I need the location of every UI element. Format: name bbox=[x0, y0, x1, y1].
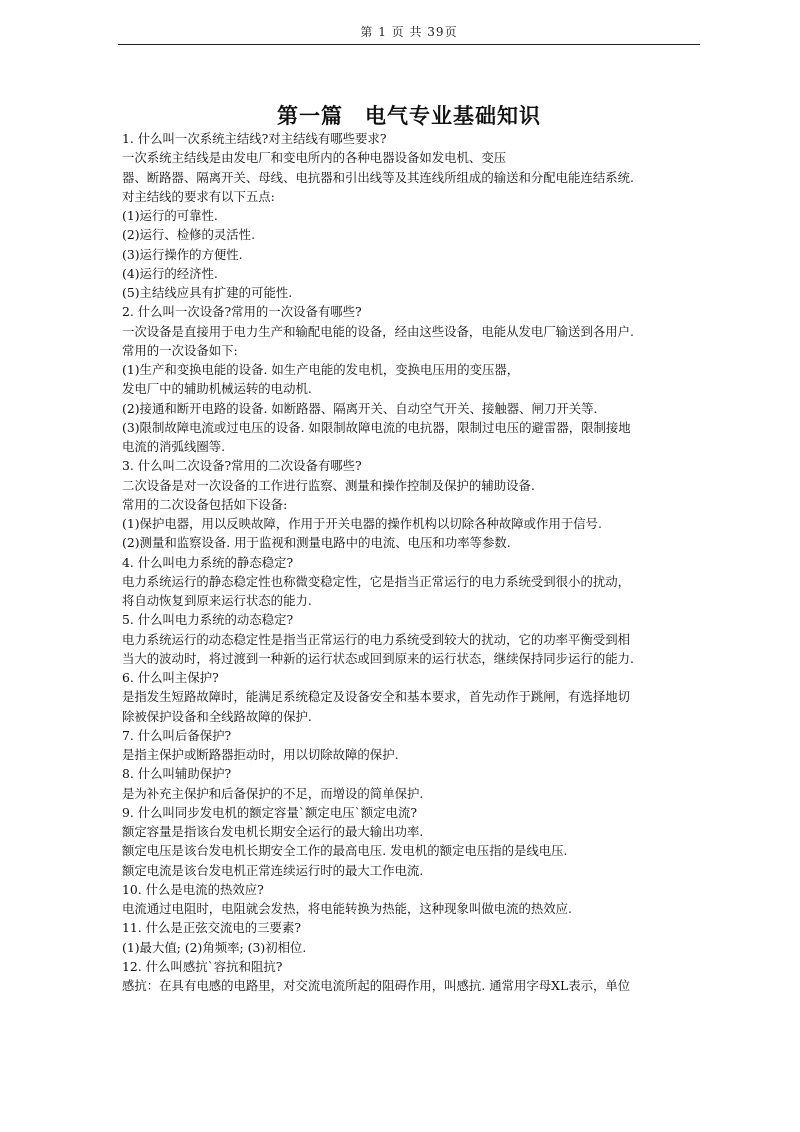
text-line: 11. 什么是正弦交流电的三要素? bbox=[122, 920, 301, 936]
text-line: 额定容量是指该台发电机长期安全运行的最大输出功率. bbox=[122, 824, 424, 839]
text-line: 感抗：在具有电感的电路里，对交流电流所起的阻碍作用，叫感抗. 通常用字母XL表示，单位 bbox=[122, 978, 631, 993]
text-line: 常用的二次设备包括如下设备: bbox=[122, 496, 288, 512]
text-line: (1)最大值; (2)角频率; (3)初相位. bbox=[122, 939, 307, 955]
text-line: 9. 什么叫同步发电机的额定容量`额定电压`额定电流? bbox=[122, 804, 417, 820]
text-line: 10. 什么是电流的热效应? bbox=[122, 881, 264, 897]
text-line: 当大的波动时，将过渡到一种新的运行状态或回到原来的运行状态，继续保持同步运行的能力. bbox=[122, 650, 634, 666]
text-line: 是指主保护或断路器拒动时，用以切除故障的保护. bbox=[122, 747, 399, 762]
text-line: 额定电流是该台发电机正常连续运行时的最大工作电流. bbox=[122, 862, 424, 878]
text-line: 2. 什么叫一次设备?常用的一次设备有哪些? bbox=[122, 304, 362, 320]
text-line: 12. 什么叫感抗`容抗和阻抗? bbox=[122, 958, 283, 974]
text-line: 5. 什么叫电力系统的动态稳定? bbox=[122, 612, 294, 628]
text-line: 是为补充主保护和后备保护的不足，而增设的简单保护. bbox=[122, 785, 424, 801]
text-line: 常用的一次设备如下: bbox=[122, 342, 238, 358]
text-line: 是指发生短路故障时，能满足系统稳定及设备安全和基本要求，首先动作于跳闸，有选择地切 bbox=[122, 689, 631, 705]
text-line: 一次系统主结线是由发电厂和变电所内的各种电器设备如发电机、变压 bbox=[122, 150, 507, 166]
text-line: 3. 什么叫二次设备?常用的二次设备有哪些? bbox=[122, 458, 362, 474]
text-line: 发电厂中的辅助机械运转的电动机. bbox=[122, 381, 312, 397]
header-rule bbox=[118, 44, 700, 45]
document-body bbox=[122, 129, 704, 995]
text-line: (3)运行操作的方便性. bbox=[122, 246, 243, 262]
text-line: 电力系统运行的动态稳定性是指当正常运行的电力系统受到较大的扰动，它的功率平衡受到相 bbox=[122, 631, 631, 647]
text-line: 6. 什么叫主保护? bbox=[122, 670, 219, 685]
text-line: 除被保护设备和全线路故障的保护. bbox=[122, 708, 312, 724]
document-title: 第一篇 电气专业基础知识 bbox=[277, 103, 541, 128]
text-line: (1)保护电器，用以反映故障，作用于开关电器的操作机构以切除各种故障或作用于信号. bbox=[122, 516, 602, 531]
text-line: (2)接通和断开电路的设备. 如断路器、隔离开关、自动空气开关、接触器、闸刀开关等. bbox=[122, 400, 598, 416]
text-line: 将自动恢复到原来运行状态的能力. bbox=[122, 593, 312, 608]
text-line: (2)测量和监察设备. 用于监视和测量电路中的电流、电压和功率等参数. bbox=[122, 535, 511, 551]
text-line: 器、断路器、隔离开关、母线、电抗器和引出线等及其连线所组成的输送和分配电能连结系统. bbox=[122, 169, 634, 185]
text-line: 二次设备是对一次设备的工作进行监察、测量和操作控制及保护的辅助设备. bbox=[122, 477, 535, 493]
text-line: 对主结线的要求有以下五点: bbox=[122, 188, 275, 204]
text-line: (3)限制故障电流或过电压的设备. 如限制故障电流的电抗器，限制过电压的避雷器，限制接地 bbox=[122, 419, 631, 435]
text-line: (1)生产和变换电能的设备. 如生产电能的发电机，变换电压用的变压器， bbox=[122, 362, 520, 377]
text-line: (5)主结线应具有扩建的可能性. bbox=[122, 285, 293, 300]
text-line: 电力系统运行的静态稳定性也称微变稳定性，它是指当正常运行的电力系统受到很小的扰动， bbox=[122, 573, 631, 589]
text-line: 7. 什么叫后备保护? bbox=[122, 727, 232, 743]
text-line: (1)运行的可靠性. bbox=[122, 208, 218, 223]
text-line: (2)运行、检修的灵活性. bbox=[122, 227, 256, 243]
text-line: 8. 什么叫辅助保护? bbox=[122, 766, 232, 782]
text-line: 电流通过电阻时，电阻就会发热，将电能转换为热能，这种现象叫做电流的热效应. bbox=[122, 901, 573, 916]
text-line: 额定电压是该台发电机长期安全工作的最高电压. 发电机的额定电压指的是线电压. bbox=[122, 843, 568, 859]
text-line: 4. 什么叫电力系统的静态稳定? bbox=[122, 554, 294, 570]
text-line: 1. 什么叫一次系统主结线?对主结线有哪些要求? bbox=[122, 131, 387, 146]
text-line: 一次设备是直接用于电力生产和输配电能的设备，经由这些设备，电能从发电厂输送到各用户. bbox=[122, 323, 634, 339]
text-line: 电流的消弧线圈等. bbox=[122, 439, 226, 454]
page-header: 第 1 页 共 39页 bbox=[360, 25, 458, 39]
text-line: (4)运行的经济性. bbox=[122, 265, 218, 281]
